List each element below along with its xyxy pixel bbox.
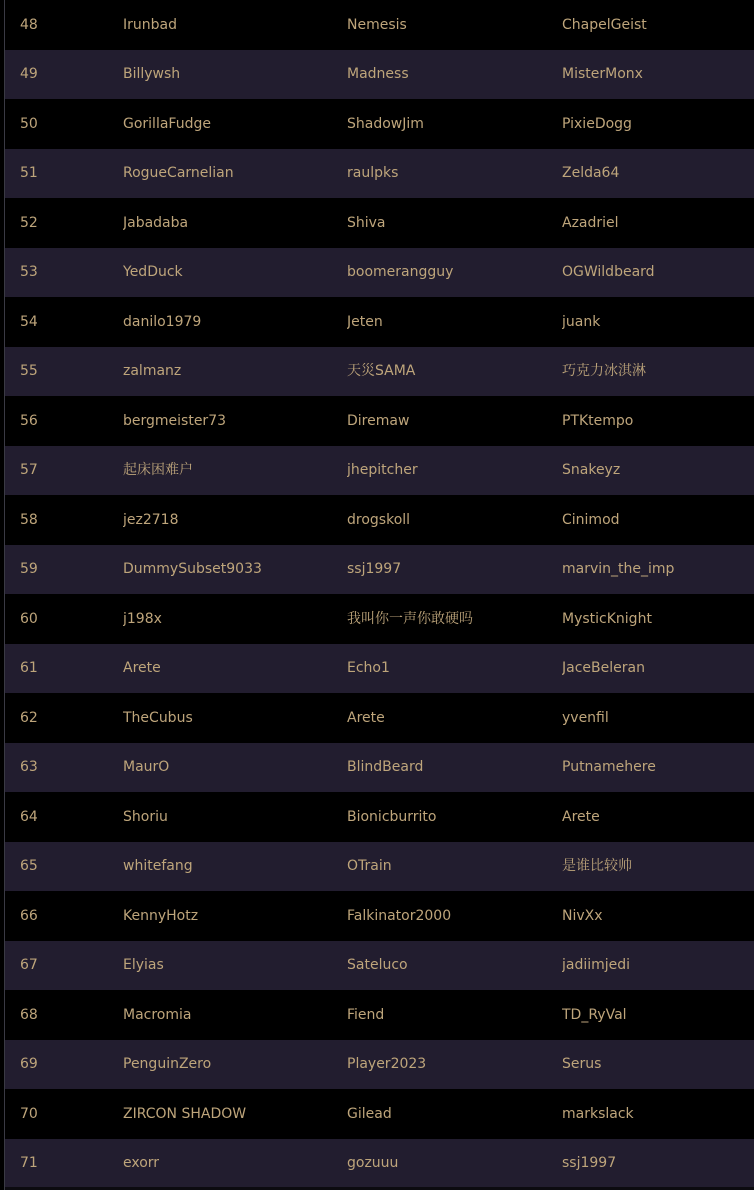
player-name-cell: 我叫你一声你敢硬吗 [347,610,473,627]
leaderboard-panel [4,0,754,1190]
player-name-cell: Macromia [123,1006,192,1023]
table-row [5,693,754,743]
table-row [5,594,754,644]
player-name-cell: Gilead [347,1105,392,1122]
table-row [5,743,754,793]
player-name-cell: PTKtempo [562,412,634,429]
table-row [5,198,754,248]
rank-cell: 51 [20,165,38,182]
leaderboard-rows [5,0,754,1188]
player-name-cell: ShadowJim [347,115,424,132]
player-name-cell: YedDuck [123,264,183,281]
table-row [5,1139,754,1189]
player-name-cell: marvin_the_imp [562,561,675,578]
player-name-cell: bergmeister73 [123,412,227,429]
player-name-cell: Madness [347,66,409,83]
player-name-cell: jhepitcher [347,462,418,479]
rank-cell: 62 [20,709,38,726]
table-row [5,149,754,199]
player-name-cell: GorillaFudge [123,115,211,132]
rank-cell: 70 [20,1105,38,1122]
player-name-cell: 是谁比较帅 [562,858,632,875]
player-name-cell: BlindBeard [347,759,424,776]
table-row [5,99,754,149]
table-row [5,891,754,941]
player-name-cell: Azadriel [562,214,619,231]
player-name-cell: jadiimjedi [562,957,631,974]
player-name-cell: Snakeyz [562,462,621,479]
player-name-cell: yvenfil [562,709,609,726]
player-name-cell: OTrain [347,858,392,875]
player-name-cell: NivXx [562,907,603,924]
rank-cell: 57 [20,462,38,479]
table-row [5,792,754,842]
table-row [5,644,754,694]
player-name-cell: PixieDogg [562,115,632,132]
rank-cell: 49 [20,66,38,83]
rank-cell: 56 [20,412,38,429]
table-row [5,545,754,595]
rank-cell: 60 [20,610,38,627]
player-name-cell: 天災SAMA [347,363,416,380]
player-name-cell: Shiva [347,214,386,231]
player-name-cell: ssj1997 [347,561,402,578]
rank-cell: 63 [20,759,38,776]
player-name-cell: Nemesis [347,16,407,33]
player-name-cell: markslack [562,1105,634,1122]
rank-cell: 54 [20,313,38,330]
rank-cell: 71 [20,1155,38,1172]
table-row [5,0,754,50]
leaderboard-table [5,0,754,1188]
player-name-cell: ssj1997 [562,1155,617,1172]
table-row [5,297,754,347]
player-name-cell: Player2023 [347,1056,427,1073]
player-name-cell: JaceBeleran [562,660,645,677]
table-row [5,495,754,545]
player-name-cell: TD_RyVal [562,1006,627,1023]
rank-cell: 61 [20,660,38,677]
player-name-cell: Arete [123,660,161,677]
rank-cell: 52 [20,214,38,231]
rank-cell: 50 [20,115,38,132]
player-name-cell: Putnamehere [562,759,656,776]
player-name-cell: 起床困难户 [123,462,193,479]
table-row [5,1040,754,1090]
rank-cell: 67 [20,957,38,974]
player-name-cell: Serus [562,1056,602,1073]
rank-cell: 69 [20,1056,38,1073]
player-name-cell: Jabadaba [123,214,189,231]
player-name-cell: Fiend [347,1006,385,1023]
player-name-cell: Zelda64 [562,165,620,182]
rank-cell: 58 [20,511,38,528]
player-name-cell: MysticKnight [562,610,652,627]
player-name-cell: ChapelGeist [562,16,647,33]
table-row [5,941,754,991]
rank-cell: 59 [20,561,38,578]
player-name-cell: Cinimod [562,511,620,528]
player-name-cell: j198x [123,610,162,627]
player-name-cell: PenguinZero [123,1056,212,1073]
player-name-cell: 巧克力冰淇淋 [562,363,646,380]
player-name-cell: Irunbad [123,16,177,33]
player-name-cell: danilo1979 [123,313,202,330]
player-name-cell: boomerangguy [347,264,454,281]
player-name-cell: Arete [347,709,385,726]
player-name-cell: whitefang [123,858,193,875]
player-name-cell: drogskoll [347,511,411,528]
player-name-cell: RogueCarnelian [123,165,234,182]
rank-cell: 53 [20,264,38,281]
player-name-cell: OGWildbeard [562,264,655,281]
player-name-cell: Elyias [123,957,164,974]
rank-cell: 64 [20,808,38,825]
table-row [5,842,754,892]
player-name-cell: KennyHotz [123,907,199,924]
rank-cell: 65 [20,858,38,875]
rank-cell: 66 [20,907,38,924]
player-name-cell: MisterMonx [562,66,643,83]
player-name-cell: Bionicburrito [347,808,437,825]
player-name-cell: gozuuu [347,1155,399,1172]
rank-cell: 68 [20,1006,38,1023]
rank-cell: 55 [20,363,38,380]
player-name-cell: MaurO [123,759,170,776]
player-name-cell: Jeten [347,313,383,330]
table-row [5,446,754,496]
table-row [5,248,754,298]
player-name-cell: zalmanz [123,363,182,380]
rank-cell: 48 [20,16,38,33]
player-name-cell: Sateluco [347,957,408,974]
player-name-cell: Shoriu [123,808,168,825]
table-row [5,50,754,100]
table-row [5,1089,754,1139]
player-name-cell: juank [562,313,601,330]
player-name-cell: Billywsh [123,66,181,83]
player-name-cell: raulpks [347,165,399,182]
table-row [5,990,754,1040]
player-name-cell: Falkinator2000 [347,907,452,924]
player-name-cell: exorr [123,1155,160,1172]
table-row [5,347,754,397]
player-name-cell: jez2718 [123,511,179,528]
player-name-cell: ZIRCON SHADOW [123,1105,247,1122]
table-row [5,396,754,446]
player-name-cell: TheCubus [123,709,193,726]
player-name-cell: Echo1 [347,660,390,677]
player-name-cell: DummySubset9033 [123,561,262,578]
player-name-cell: Arete [562,808,600,825]
player-name-cell: Diremaw [347,412,410,429]
